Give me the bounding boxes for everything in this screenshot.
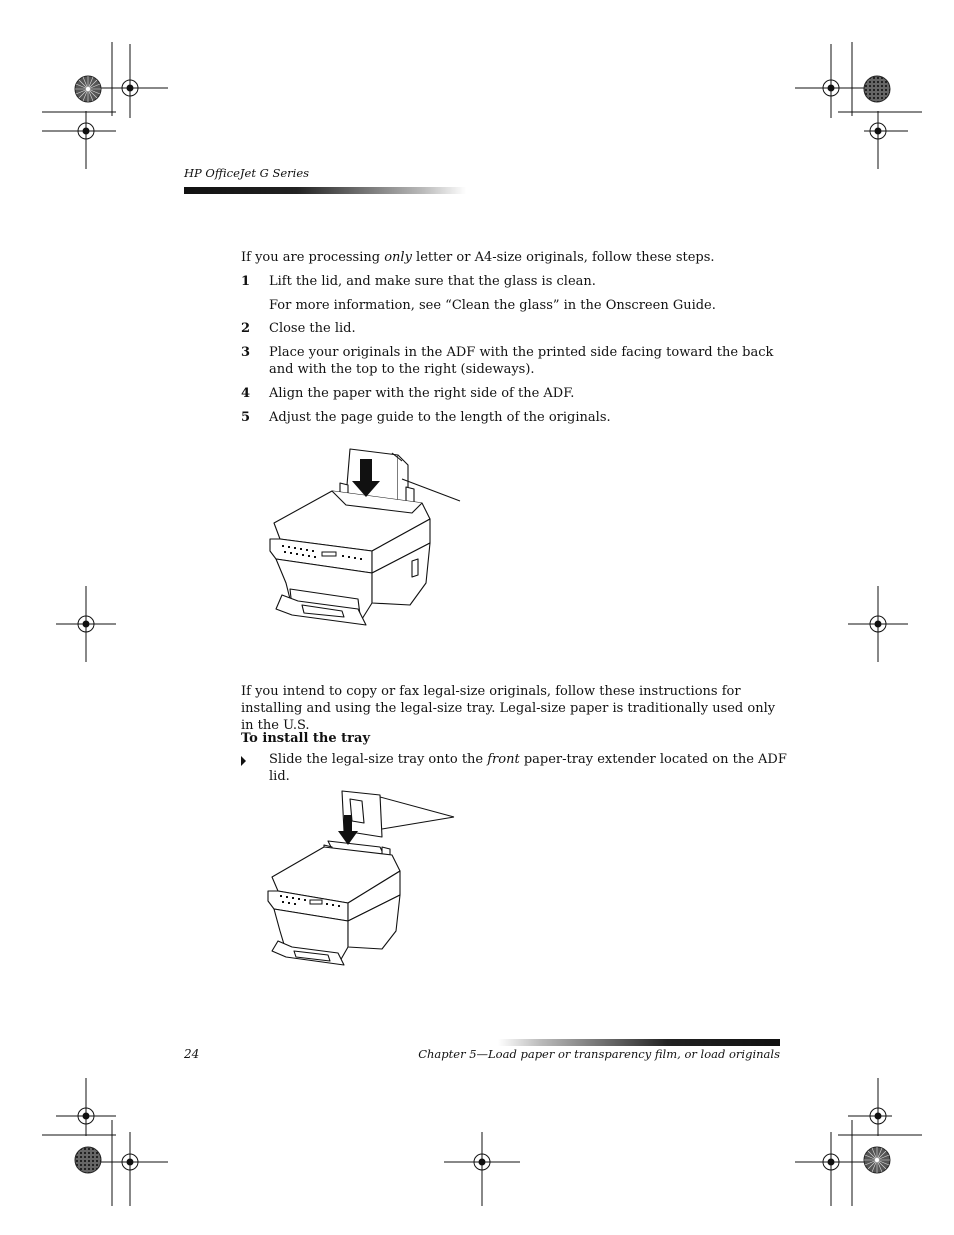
step-number: 5 — [241, 410, 251, 425]
install-bullet — [241, 751, 801, 785]
color-wheel-icon — [75, 1147, 101, 1173]
page-number: 24 — [184, 1047, 200, 1061]
color-wheel-icon — [864, 76, 890, 102]
footer-gradient-bar — [498, 1039, 780, 1046]
bullet-emphasis: front — [487, 752, 520, 767]
step-1 — [241, 273, 781, 290]
header-gradient-bar — [184, 187, 466, 194]
bullet-text — [269, 751, 801, 785]
legal-size-paragraph: If you intend to copy or fax legal-size originals, follow these instructions for installing and using the legal-size tray. Legal-size paper is traditionally used only in the U.S. — [241, 684, 776, 733]
intro-paragraph — [241, 249, 715, 266]
registration-mark-icon — [444, 1132, 520, 1206]
step-number: 2 — [241, 321, 251, 336]
running-footer-chapter: Chapter 5—Load paper or transparency film, or load originals — [418, 1047, 780, 1061]
intro-emphasis: only — [384, 250, 412, 265]
registration-mark-icon — [848, 586, 908, 662]
registration-mark-icon — [795, 44, 867, 118]
registration-mark-icon — [848, 1078, 892, 1136]
step-text: Close the lid. — [269, 321, 356, 336]
step-number: 4 — [241, 386, 251, 401]
step-text: Align the paper with the right side of the ADF. — [269, 386, 575, 401]
printer-adf-illustration — [262, 443, 472, 643]
step-3 — [241, 344, 781, 378]
bullet-text-before: Slide the legal-size tray onto the — [269, 752, 488, 767]
registration-mark-icon — [92, 44, 168, 118]
registration-mark-icon — [795, 1132, 867, 1206]
triangle-bullet-icon — [241, 756, 246, 766]
starburst-circle-icon — [864, 1147, 890, 1173]
step-number: 1 — [241, 274, 251, 289]
install-tray-heading: To install the tray — [241, 731, 371, 746]
step-5 — [241, 409, 781, 426]
step-2 — [241, 320, 781, 337]
starburst-circle-icon — [75, 76, 101, 102]
step-text: Lift the lid, and make sure that the glass is clean. — [269, 274, 596, 289]
registration-mark-icon — [56, 1078, 116, 1136]
step-1-note — [241, 297, 781, 314]
bullet-text-after: paper-tray extender located on the ADF lid. — [269, 752, 787, 784]
registration-mark-icon — [92, 1132, 168, 1206]
running-header: HP OfficeJet G Series — [184, 166, 310, 180]
intro-text-after: letter or A4-size originals, follow these steps. — [411, 250, 715, 265]
step-4 — [241, 385, 781, 402]
registration-mark-icon — [864, 111, 908, 169]
registration-mark-icon — [42, 111, 116, 169]
step-text: For more information, see “Clean the glass” in the Onscreen Guide. — [269, 298, 716, 313]
legal-tray-illustration — [262, 785, 462, 970]
intro-text-before: If you are processing — [241, 250, 385, 265]
step-text: Adjust the page guide to the length of the originals. — [269, 410, 611, 425]
step-text: Place your originals in the ADF with the printed side facing toward the back and with the top to the right (sideways). — [269, 345, 774, 377]
step-number: 3 — [241, 345, 251, 360]
registration-mark-icon — [56, 586, 116, 662]
